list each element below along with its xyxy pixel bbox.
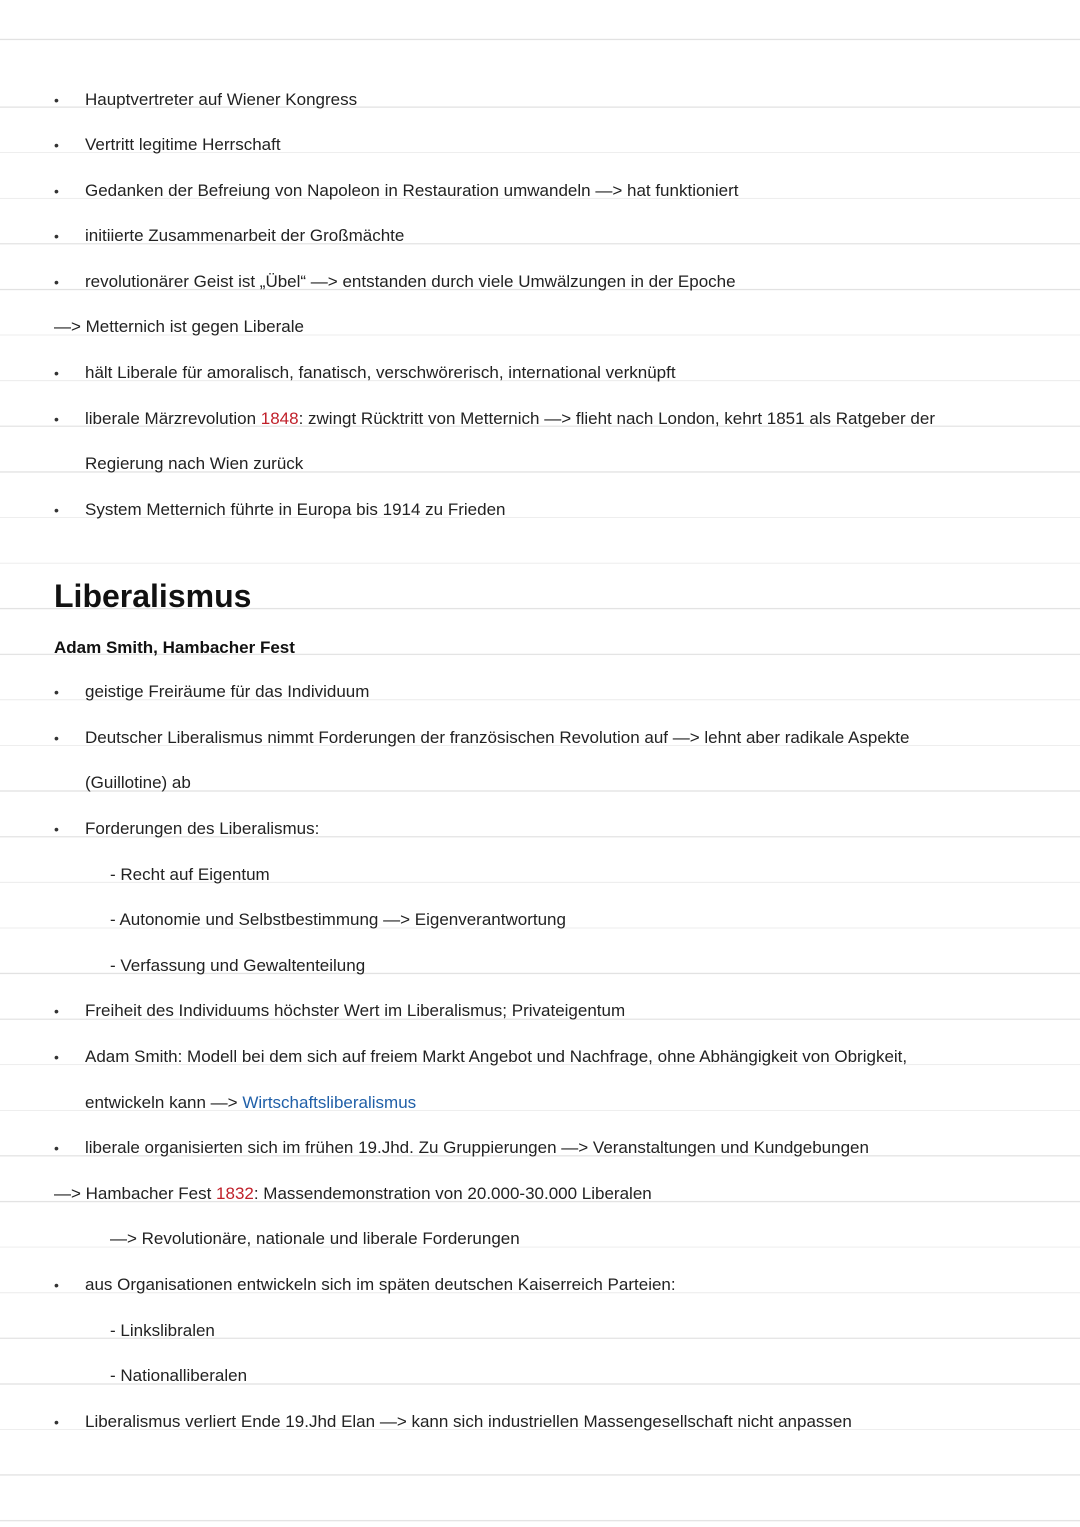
bullet-icon: • — [54, 684, 59, 700]
list-item-text: revolutionärer Geist ist „Übel“ —> entstanden durch viele Umwälzungen in der Epoche — [85, 272, 736, 291]
list-item-text: initiierte Zusammenarbeit der Großmächte — [85, 226, 405, 245]
list-item-text: aus Organisationen entwickeln sich im späten deutschen Kaiserreich Parteien: — [85, 1275, 676, 1294]
arrow-note-text — [54, 1171, 652, 1217]
list-item-text: System Metternich führte in Europa bis 1914 zu Frieden — [85, 500, 506, 519]
list-item-text: Freiheit des Individuums höchster Wert im Liberalismus; Privateigentum — [85, 1001, 626, 1020]
list-item-text: Forderungen des Liberalismus: — [85, 819, 320, 838]
list-item-text: Deutscher Liberalismus nimmt Forderungen der französischen Revolution auf —> lehnt aber radikale Aspekte — [85, 728, 910, 747]
list-item — [0, 806, 1080, 852]
list-item — [0, 122, 1080, 168]
section-subtitle: Adam Smith, Hambacher Fest — [54, 638, 295, 657]
text-segment: liberale Märzrevolution — [85, 409, 261, 428]
list-item-text: Vertritt legitime Herrschaft — [85, 135, 281, 154]
list-item — [0, 487, 1080, 533]
sub-item — [0, 897, 1080, 943]
bullet-icon: • — [54, 821, 59, 837]
bullet-icon: • — [54, 1414, 59, 1430]
list-item — [0, 168, 1080, 214]
sub-item-text: - Linkslibralen — [110, 1321, 215, 1340]
list-item — [0, 669, 1080, 715]
list-item — [0, 988, 1080, 1034]
sub-item-text: - Autonomie und Selbstbestimmung —> Eigenverantwortung — [110, 910, 566, 929]
list-item-text: Gedanken der Befreiung von Napoleon in Restauration umwandeln —> hat funktioniert — [85, 181, 739, 200]
bullet-icon: • — [54, 1277, 59, 1293]
bullet-icon: • — [54, 411, 59, 427]
highlight-term: Wirtschaftsliberalismus — [242, 1093, 417, 1112]
list-item — [0, 259, 1080, 305]
text-segment: : zwingt Rücktritt von Metternich —> flieht nach London, kehrt 1851 als Ratgeber der — [298, 409, 935, 428]
bullet-icon: • — [54, 365, 59, 381]
bullet-icon: • — [54, 183, 59, 199]
list-item-text: geistige Freiräume für das Individuum — [85, 682, 370, 701]
list-item-text: (Guillotine) ab — [85, 773, 191, 792]
arrow-sub-note-text: —> Revolutionäre, nationale und liberale Forderungen — [110, 1229, 520, 1248]
list-item-text: hält Liberale für amoralisch, fanatisch, verschwörerisch, international verknüpft — [85, 363, 676, 382]
list-item-text: liberale organisierten sich im frühen 19.Jhd. Zu Gruppierungen —> Veranstaltungen und Kundgebungen — [85, 1138, 869, 1157]
arrow-note — [0, 304, 1080, 350]
bullet-icon: • — [54, 1049, 59, 1065]
sub-item — [0, 1308, 1080, 1354]
list-item-text: Adam Smith: Modell bei dem sich auf freiem Markt Angebot und Nachfrage, ohne Abhängigkeit von Obrigkeit, — [85, 1047, 908, 1066]
section-title: Liberalismus — [54, 578, 252, 614]
arrow-note — [0, 1171, 1080, 1217]
list-item-text: Liberalismus verliert Ende 19.Jhd Elan —> kann sich industriellen Massengesellschaft nicht anpassen — [85, 1412, 852, 1431]
list-item — [0, 1262, 1080, 1308]
sub-item — [0, 943, 1080, 989]
bullet-icon: • — [54, 274, 59, 290]
bullet-icon: • — [54, 1140, 59, 1156]
list-item-text — [85, 1080, 416, 1126]
list-item — [0, 1125, 1080, 1171]
sub-item-text: - Nationalliberalen — [110, 1366, 248, 1385]
sub-item-text: - Recht auf Eigentum — [110, 865, 270, 884]
bullet-icon: • — [54, 228, 59, 244]
list-item-text: Regierung nach Wien zurück — [85, 454, 304, 473]
list-item — [0, 1034, 1080, 1080]
list-item-continuation — [0, 760, 1080, 806]
text-segment: —> Hambacher Fest — [54, 1184, 217, 1203]
list-item — [0, 715, 1080, 761]
text-segment: : Massendemonstration von 20.000-30.000 Liberalen — [253, 1184, 652, 1203]
bullet-icon: • — [54, 1003, 59, 1019]
sub-item — [0, 1353, 1080, 1399]
list-item — [0, 1399, 1080, 1445]
list-item-continuation — [0, 441, 1080, 487]
list-item — [0, 213, 1080, 259]
list-item-text: Hauptvertreter auf Wiener Kongress — [85, 90, 358, 109]
highlight-year: 1832 — [216, 1184, 254, 1203]
bullet-icon: • — [54, 92, 59, 108]
arrow-sub-note — [0, 1216, 1080, 1262]
bullet-icon: • — [54, 730, 59, 746]
list-item-continuation — [0, 1080, 1080, 1126]
list-item — [0, 350, 1080, 396]
bullet-icon: • — [54, 137, 59, 153]
highlight-year: 1848 — [260, 409, 299, 428]
bullet-icon: • — [54, 502, 59, 518]
sub-item — [0, 852, 1080, 898]
list-item — [0, 396, 1080, 442]
list-item — [0, 77, 1080, 123]
text-segment: entwickeln kann —> — [85, 1093, 243, 1112]
sub-item-text: - Verfassung und Gewaltenteilung — [110, 956, 366, 975]
list-item-text — [85, 396, 935, 442]
arrow-note-text: —> Metternich ist gegen Liberale — [54, 317, 304, 336]
